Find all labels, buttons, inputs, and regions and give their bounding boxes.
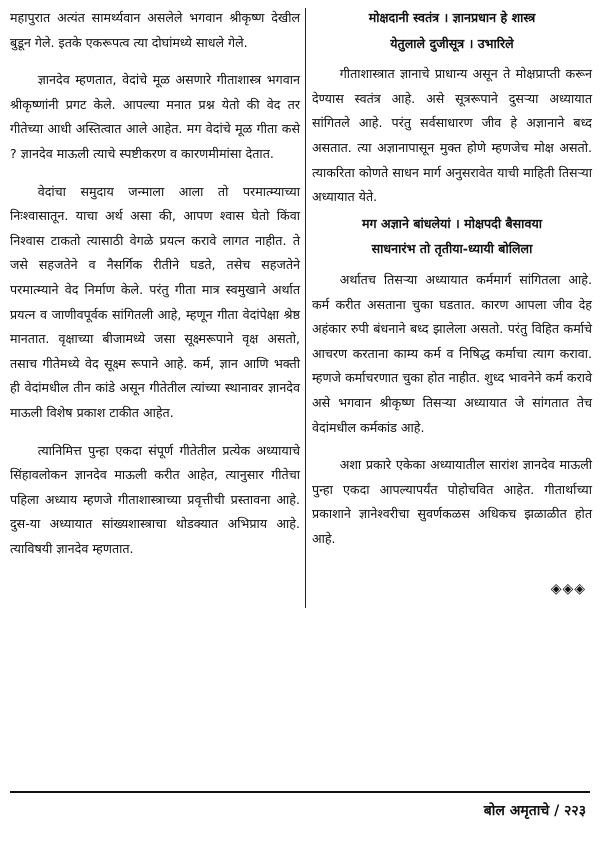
paragraph: गीताशास्त्रात ज्ञानाचे प्राधान्य असून ते मोक्षप्राप्ती करून देण्यास स्वतंत्र आहे. असे सूत्ररूपाने दुसऱ्या अध्यायात सांगितले आहे. परंतु सर्वसाधारण जीव हे अज्ञानाने बध्द असतात. त्या अज्ञानापासून मुक्त होणे म्हणजेच मोक्ष असतो. त्याकरिता कोणते साधन मार्ग अनुसरावेत याची माहिती तिसऱ्या अध्यायात येते. xyxy=(312,66,592,205)
right-column xyxy=(312,6,592,602)
paragraph: वेदांचा समुदाय जन्माला आला तो परमात्म्याच्या निःश्वासातून. याचा अर्थ असा की, आपण श्वास घेतो किंवा निश्वास टाकतो त्यासाठी वेगळे प्रयत्न करावे लागत नाहीत. ते जसे सहजतेने व नैसर्गिक रीतीने घडते, तसेच सहजतेने परमात्म्याने वेद निर्माण केले. परंतु गीता मात्र स्वमुखाने अर्थात प्रयत्न व जाणीवपूर्वक सांगितली आहे, म्हणून गीता वेदांपेक्षा श्रेष्ठ मानतात. वृक्षाच्या बीजामध्ये जसा सूक्ष्मरूपाने वृक्ष असतो, तसाच गीतेमध्ये वेद सूक्ष्म रूपाने आहे. कर्म, ज्ञान आणि भक्ती ही वेदांमधील तीन कांडे असून गीतेतील त्यांच्या स्थानावर ज्ञानदेव माऊली विशेष प्रकाश टाकीत आहेत. xyxy=(10,183,300,420)
paragraph: अशा प्रकारे एकेका अध्यायातील सारांश ज्ञानदेव माऊली पुन्हा एकदा आपल्यापर्यंत पोहोचवित आहेत. गीतार्थाच्या प्रकाशाने ज्ञानेश्वरीचा सुवर्णकळस अधिकच झळाळीत होत आहे. xyxy=(312,457,592,546)
book-title: बोल अमृताचे xyxy=(483,803,550,819)
verse-line: मोक्षदानी स्वतंत्र । ज्ञानप्रधान हे शास्त्र xyxy=(368,10,536,25)
paragraph: ज्ञानदेव म्हणतात, वेदांचे मूळ असणारे गीताशास्त्र भगवान श्रीकृष्णांनी प्रगट केले. आपल्या मनात प्रश्न येतो की वेद तर गीतेच्या आधी अस्तित्वात आले आहेत. मग वेदांचे मूळ गीता कसे ? ज्ञानदेव माऊली त्याचे स्पष्टीकरण व कारणमीमांसा देतात. xyxy=(10,72,300,161)
footer-separator: / xyxy=(554,803,560,819)
page-footer xyxy=(484,801,586,820)
left-column xyxy=(10,6,300,561)
page-number: २२३ xyxy=(564,803,586,819)
ornament-icon: ◈◈◈ xyxy=(550,581,586,598)
paragraph: अर्थातच तिसऱ्या अध्यायात कर्ममार्ग सांगितला आहे. कर्म करीत असताना चुका घडतात. कारण आपला जीव देह अहंकार रुपी बंधनाने बध्द झालेला असतो. परंतु विहित कर्माचे आचरण करताना काम्य कर्म व निषिद्ध कर्माचा त्याग करावा. म्हणजे कर्माचरणात चुका होत नाहीत. शुध्द भावनेने कर्म करावे असे भगवान श्रीकृष्ण तिसऱ्या अध्यायात जे सांगतात तेच वेदांमधील कर्मकांड आहे. xyxy=(312,271,592,435)
footer-rule xyxy=(10,791,590,793)
paragraph: त्यानिमित्त पुन्हा एकदा संपूर्ण गीतेतील प्रत्येक अध्यायाचे सिंहावलोकन ज्ञानदेव माऊली करीत आहेत, त्यानुसार गीतेचा पहिला अध्याय म्हणजे गीताशास्त्राच्या प्रवृत्तीची प्रस्तावना आहे. दुस-या अध्यायात सांख्यशास्त्राचा थोडक्यात अभिप्राय आहे. त्याविषयी ज्ञानदेव म्हणतात. xyxy=(10,442,300,556)
verse-line: मग अज्ञाने बांधलेयां । मोक्षपदी बैसावया xyxy=(361,215,543,231)
verse-line: साधनारंभ तो तृतीया-ध्यायी बोलिला xyxy=(371,241,533,257)
paragraph: महापुरात अत्यंत सामर्थ्यवान असलेले भगवान श्रीकृष्ण देखील बुडून गेले. इतके एकरूपत्व त्या दोघांमध्ये साधले गेले. xyxy=(10,10,300,50)
verse-line: येतुलाले दुजीसूत्र । उभारिले xyxy=(390,35,514,51)
column-divider xyxy=(305,8,306,608)
